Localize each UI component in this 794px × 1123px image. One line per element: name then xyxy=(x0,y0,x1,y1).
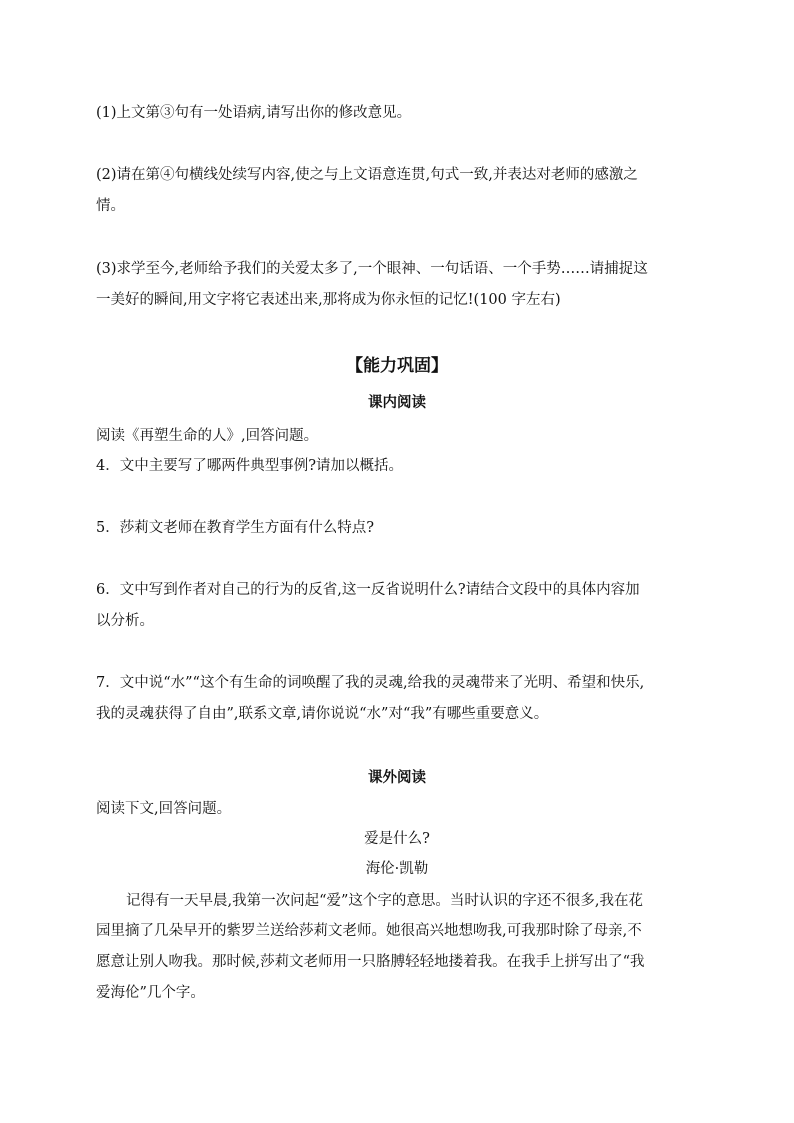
extra-intro: 阅读下文,回答问题。 xyxy=(96,801,232,817)
paragraph-line-1: 记得有一天早晨,我第一次问起“爱”这个字的意思。当时认识的字还不很多,我在花 xyxy=(126,893,644,909)
question-4-line-1: 4．文中主要写了哪两件典型事例?请加以概括。 xyxy=(96,458,403,474)
paragraph-line-4: 爱海伦”几个字。 xyxy=(96,985,205,1001)
inclass-title: 课内阅读 xyxy=(368,394,426,411)
question-6-line-2: 以分析。 xyxy=(96,613,154,629)
paragraph-line-2: 园里摘了几朵早开的紫罗兰送给莎莉文老师。她很高兴地想吻我,可我那时除了母亲,不 xyxy=(96,923,642,939)
inclass-intro: 阅读《再塑生命的人》,回答问题。 xyxy=(96,428,319,444)
question-3-line-1: (3)求学至今,老师给予我们的关爱太多了,一个眼神、一句话语、一个手势……请捕捉这 xyxy=(96,261,648,277)
article-author: 海伦·凯勒 xyxy=(365,861,429,877)
question-1-line-1: (1)上文第③句有一处语病,请写出你的修改意见。 xyxy=(96,105,412,121)
question-2-line-1: (2)请在第④句横线处续写内容,使之与上文语意连贯,句式一致,并表达对老师的感激之 xyxy=(96,167,638,183)
question-2-line-2: 情。 xyxy=(96,198,125,214)
extra-title: 课外阅读 xyxy=(368,769,426,786)
paragraph-line-3: 愿意让别人吻我。那时候,莎莉文老师用一只胳膊轻轻地搂着我。在我手上拼写出了“我 xyxy=(96,954,645,970)
question-3-line-2: 一美好的瞬间,用文字将它表述出来,那将成为你永恒的记忆!(100 字左右) xyxy=(96,292,561,308)
article-title: 爱是什么? xyxy=(364,831,430,847)
question-7-line-2: 我的灵魂获得了自由”,联系文章,请你说说“水”对“我”有哪些重要意义。 xyxy=(96,706,549,722)
question-6-line-1: 6．文中写到作者对自己的行为的反省,这一反省说明什么?请结合文段中的具体内容加 xyxy=(96,582,640,598)
question-5-line-1: 5．莎莉文老师在教育学生方面有什么特点? xyxy=(96,520,374,536)
question-7-line-1: 7．文中说“水”“这个有生命的词唤醒了我的灵魂,给我的灵魂带来了光明、希望和快乐, xyxy=(96,675,645,691)
section-title: 【能力巩固】 xyxy=(346,356,448,376)
